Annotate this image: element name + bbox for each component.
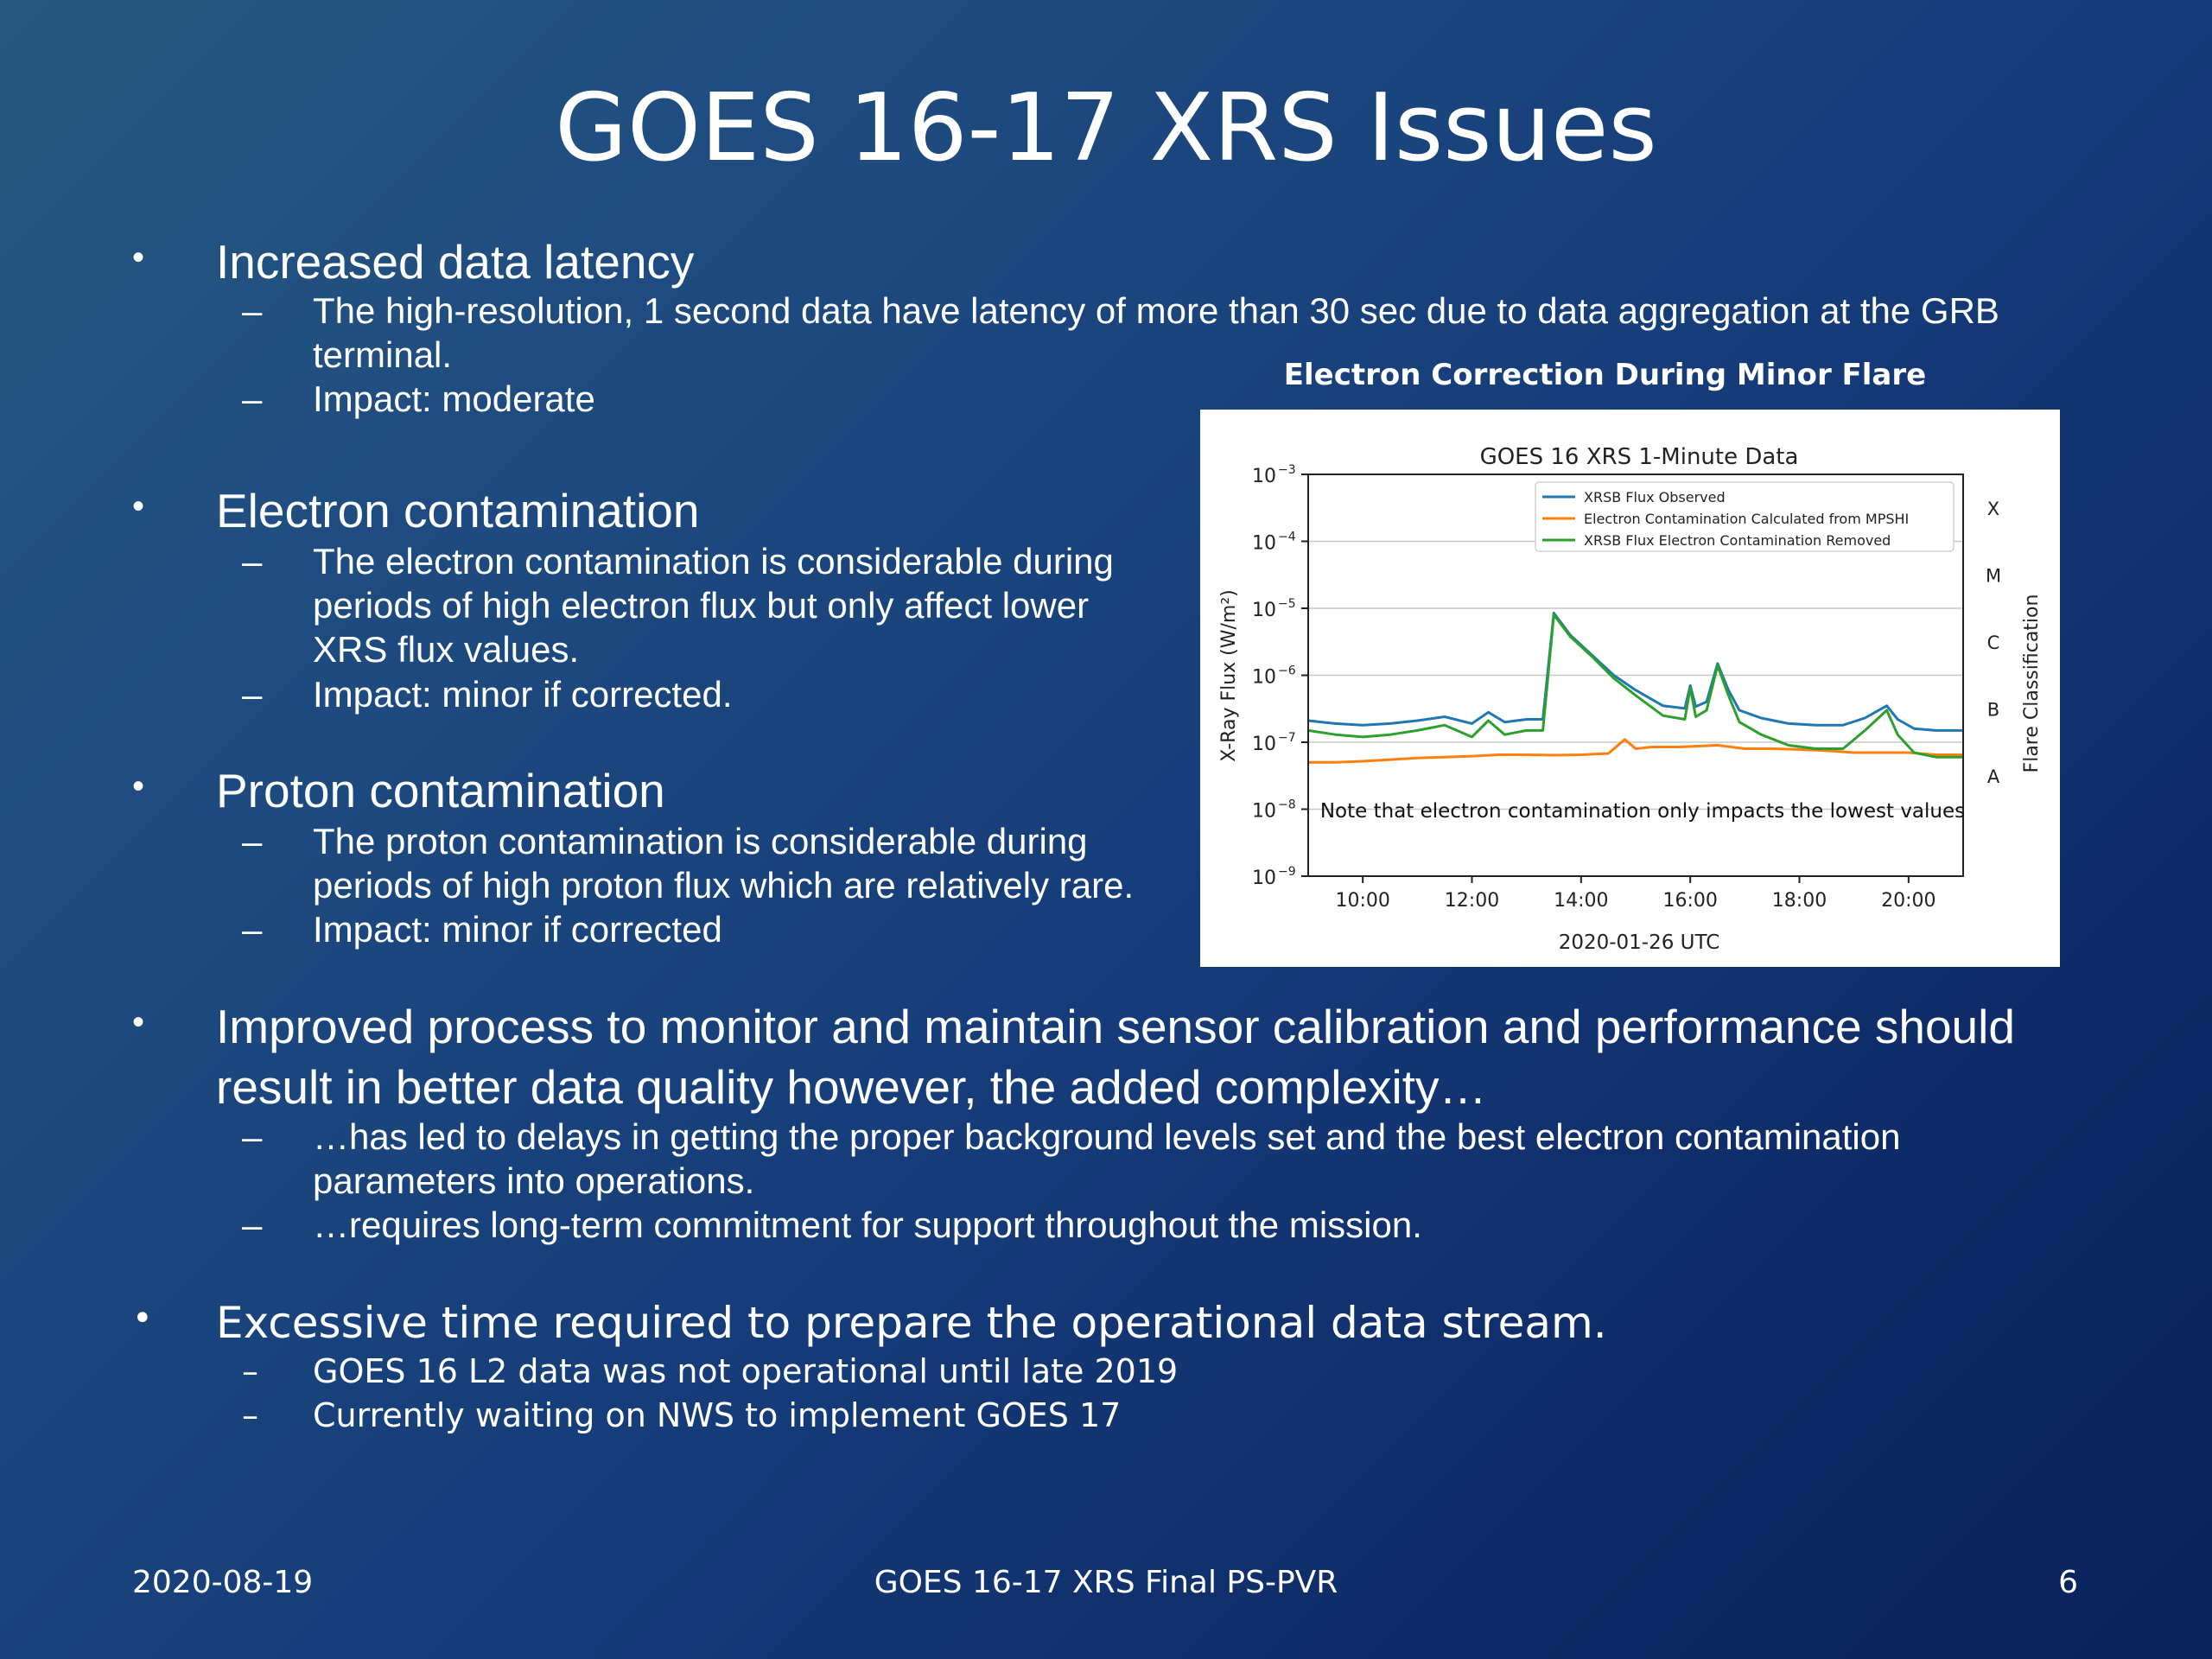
y-tick-exponent: −7	[1278, 731, 1296, 745]
bullet: •	[132, 1003, 145, 1041]
sub-item-text: …requires long-term commitment for support throughout the mission.	[313, 1205, 1422, 1245]
section-heading: Improved process to monitor and maintain sensor calibration and performance should result in better data quality however, the added complexity…	[216, 1000, 2015, 1114]
y-tick-exponent: −6	[1278, 664, 1296, 678]
sub-item-text: GOES 16 L2 data was not operational until late 2019	[313, 1352, 1179, 1390]
x-axis	[1335, 876, 1936, 912]
footer-date: 2020-08-19	[132, 1565, 314, 1600]
section-heading: Proton contamination	[216, 764, 665, 817]
flux-chart-svg	[1200, 410, 2060, 967]
x-tick-label: 10:00	[1335, 890, 1390, 912]
sub-item-text: The electron contamination is considerable during periods of high electron flux but only affect lower XRS flux values.	[313, 541, 1114, 670]
x-tick-label: 20:00	[1881, 890, 1936, 912]
flare-class-label: X	[1986, 498, 2000, 519]
y-tick-exponent: −8	[1278, 798, 1296, 812]
flare-classification-label: Flare Classification	[2021, 594, 2043, 773]
y-axis	[1252, 463, 1308, 889]
dash: –	[242, 1116, 263, 1157]
x-tick-label: 16:00	[1662, 890, 1718, 912]
series-line	[1308, 740, 1963, 763]
bullet: •	[132, 1299, 153, 1338]
slide-title: GOES 16-17 XRS Issues	[555, 74, 1657, 182]
y-tick-label: 10	[1252, 600, 1276, 621]
sub-item-text: Impact: minor if corrected	[313, 909, 722, 950]
y-axis-label: X-Ray Flux (W/m²)	[1218, 589, 1240, 762]
flare-class-label: A	[1986, 766, 2000, 787]
y-tick-label: 10	[1252, 800, 1276, 823]
legend-label: XRSB Flux Electron Contamination Removed	[1584, 532, 1891, 549]
x-tick-label: 14:00	[1554, 890, 1609, 912]
dash: –	[242, 909, 263, 950]
bullet: •	[132, 238, 145, 276]
section-heading: Increased data latency	[216, 235, 695, 289]
bullet: •	[132, 487, 145, 525]
series-line	[1308, 613, 1963, 731]
flare-class-labels	[1986, 499, 2001, 787]
dash: –	[242, 674, 263, 715]
dash: –	[242, 1205, 263, 1245]
section-heading: Excessive time required to prepare the operational data stream.	[216, 1298, 1607, 1348]
y-tick-label: 10	[1252, 666, 1276, 689]
section-heading: Electron contamination	[216, 484, 700, 537]
sub-item-text: Impact: moderate	[313, 378, 595, 419]
sub-item-text: …has led to delays in getting the proper background levels set and the best electron contamination parameters into operations.	[313, 1116, 1901, 1201]
flux-chart	[1200, 410, 2060, 967]
chart-annotation: Note that electron contamination only impacts the lowest values	[1319, 800, 1966, 823]
y-tick-label: 10	[1252, 868, 1276, 889]
series-lines	[1308, 613, 1963, 763]
legend-label: Electron Contamination Calculated from MPSHI	[1584, 511, 1910, 527]
sub-item-text: The proton contamination is considerable during periods of high proton flux which are relatively rare.	[313, 821, 1135, 906]
y-tick-exponent: −3	[1278, 463, 1296, 477]
sub-item-text: The high-resolution, 1 second data have latency of more than 30 sec due to data aggregation at the GRB terminal.	[313, 290, 1999, 375]
x-tick-label: 18:00	[1771, 890, 1827, 912]
chart-title: GOES 16 XRS 1-Minute Data	[1479, 444, 1799, 470]
y-tick-label: 10	[1252, 532, 1276, 555]
y-tick-exponent: −5	[1278, 597, 1296, 611]
figure-caption: Electron Correction During Minor Flare	[1283, 358, 1927, 392]
dash: –	[242, 1352, 258, 1390]
slide-number: 6	[2058, 1565, 2078, 1600]
legend-label: XRSB Flux Observed	[1584, 489, 1726, 505]
x-tick-label: 12:00	[1444, 890, 1500, 912]
flare-class-label: C	[1986, 632, 2000, 653]
series-line	[1308, 615, 1963, 758]
y-tick-exponent: −9	[1278, 865, 1296, 879]
y-tick-label: 10	[1252, 734, 1276, 755]
bullet: •	[132, 767, 145, 805]
dash: –	[242, 378, 263, 419]
y-tick-exponent: −4	[1278, 530, 1296, 544]
x-axis-label: 2020-01-26 UTC	[1558, 931, 1720, 954]
chart-legend	[1535, 482, 1954, 551]
dash: –	[242, 821, 263, 861]
flare-class-label: B	[1986, 699, 2000, 721]
dash: –	[242, 1396, 258, 1434]
flare-class-label: M	[1985, 565, 2002, 587]
y-tick-label: 10	[1252, 466, 1276, 487]
dash: –	[242, 290, 263, 331]
sub-item-text: Currently waiting on NWS to implement GOES 17	[313, 1396, 1122, 1434]
footer-title: GOES 16-17 XRS Final PS-PVR	[874, 1565, 1338, 1600]
dash: –	[242, 541, 263, 582]
sub-item-text: Impact: minor if corrected.	[313, 674, 733, 715]
